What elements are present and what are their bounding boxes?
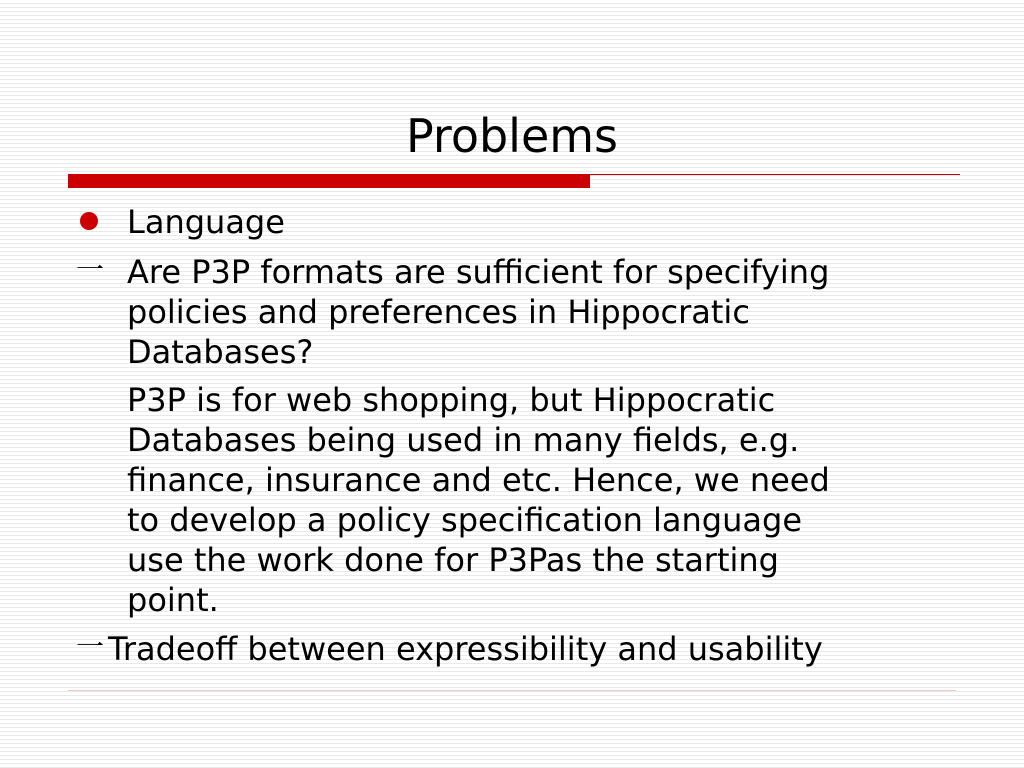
paragraph-line: finance, insurance and etc. Hence, we need: [127, 461, 830, 499]
sub-item-line: Databases?: [127, 333, 314, 371]
title-underline-thick: [68, 174, 590, 188]
bottom-divider: [68, 690, 956, 691]
dash-marker-icon: 一: [76, 630, 105, 663]
bullet-language: Language: [127, 203, 285, 241]
explanation-paragraph: [127, 380, 830, 620]
dash-marker-icon: 一: [76, 253, 105, 286]
sub-item-line: Are P3P formats are sufficient for specifying: [127, 253, 830, 291]
paragraph-line: P3P is for web shopping, but Hippocratic: [127, 381, 776, 419]
title-underline-thin: [590, 174, 960, 175]
paragraph-line: to develop a policy specification language: [127, 501, 802, 539]
paragraph-line: use the work done for P3Pas the starting: [127, 541, 779, 579]
slide-title: Problems: [405, 109, 619, 163]
sub-item-tradeoff: Tradeoff between expressibility and usability: [108, 630, 823, 668]
paragraph-line: Databases being used in many fields, e.g.: [127, 421, 800, 459]
bullet-dot-icon: [80, 212, 98, 230]
sub-item-question: [127, 252, 829, 372]
paragraph-line: point.: [127, 581, 219, 619]
sub-item-line: policies and preferences in Hippocratic: [127, 293, 750, 331]
